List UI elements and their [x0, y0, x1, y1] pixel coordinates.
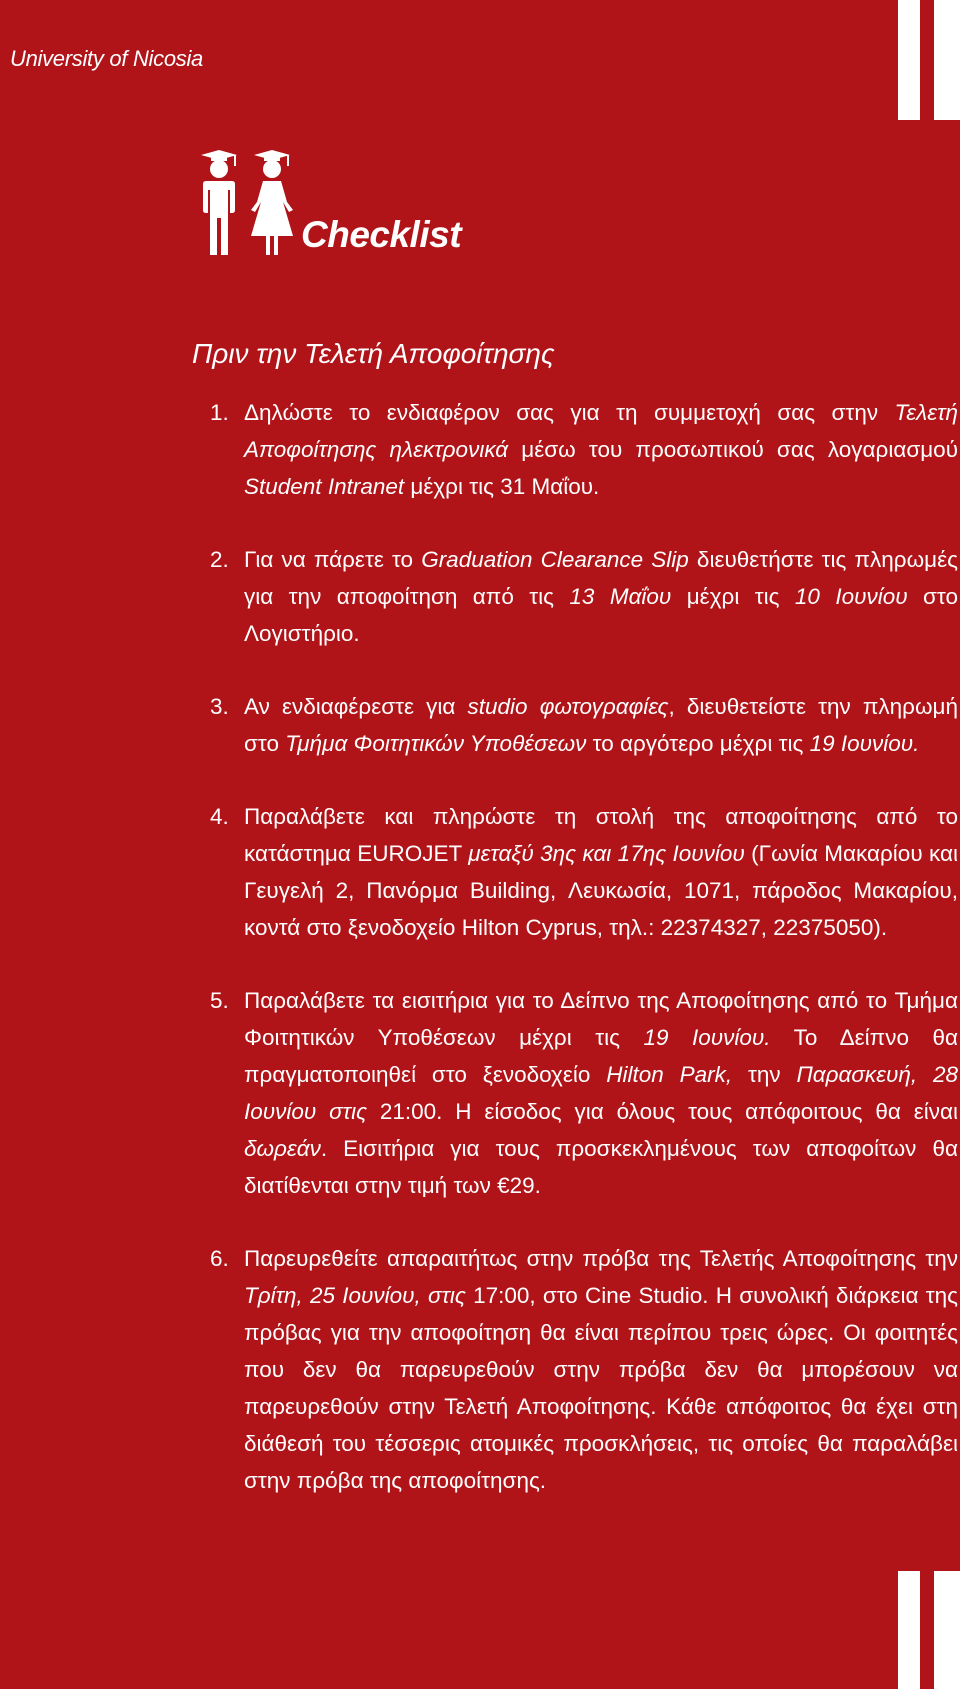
item-text-segment: Για να πάρετε το [244, 547, 422, 572]
item-text [244, 982, 958, 1204]
item-emphasis: 19 Ιουνίου. [643, 1025, 771, 1050]
item-text-segment: (Γωνία Μακαρίου και Γευγελή 2, Πανόρμα Building, Λευκωσία, 1071, πάροδος Μακαρίου, κοντά στο ξενοδοχείο Hilton Cyprus, τηλ.: 22374327, 22375050). [244, 841, 958, 940]
item-text-segment: διευθετήστε τις πληρωμές για την αποφοίτηση από τις [244, 547, 958, 609]
item-text-segment: . Εισιτήρια για τους προσκεκλημένους των αποφοίτων θα διατίθενται στην τιμή των €29. [244, 1136, 958, 1198]
item-number: 5. [210, 988, 229, 1013]
item-number: 2. [210, 547, 229, 572]
item-number: 6. [210, 1246, 229, 1271]
university-name: University of Nicosia [10, 46, 203, 71]
checklist-item [200, 798, 958, 946]
item-text-segment: Δηλώστε το ενδιαφέρον σας για τη συμμετοχή σας στην [244, 400, 895, 425]
item-emphasis: 10 Ιουνίου [794, 584, 908, 609]
item-text-segment: Παραλάβετε τα εισιτήρια για το Δείπνο της Αποφοίτησης από το Τμήμα Φοιτητικών Υποθέσεων μέχρι τις [244, 988, 958, 1050]
item-emphasis: δωρεάν [244, 1136, 321, 1161]
item-number: 4. [210, 804, 229, 829]
item-text-segment: μέχρι τις 31 Μαΐου. [404, 474, 600, 499]
checklist-title: Checklist [301, 214, 462, 255]
item-emphasis: 13 Μαΐου [569, 584, 672, 609]
checklist-heading [197, 150, 497, 260]
item-emphasis: Τελετή Αποφοίτησης ηλεκτρονικά [244, 400, 958, 462]
item-emphasis: μεταξύ 3ης και 17ης Ιουνίου [468, 841, 745, 866]
item-text-segment: μέσω του προσωπικού σας λογαριασμού [508, 437, 958, 462]
item-emphasis: Hilton Park, [606, 1062, 733, 1087]
item-emphasis: Παρασκευή, 28 Ιουνίου στις [244, 1062, 959, 1124]
item-text [244, 394, 958, 505]
item-emphasis: Student Intranet [244, 474, 405, 499]
section-title: Πριν την Τελετή Αποφοίτησης [192, 338, 555, 369]
item-emphasis: studio φωτογραφίες [467, 694, 669, 719]
male-graduate-icon [197, 150, 241, 256]
checklist-item [200, 541, 958, 652]
female-graduate-icon [249, 150, 295, 256]
item-text-segment: μέχρι τις [671, 584, 795, 609]
decorative-bars-top [898, 0, 960, 120]
item-text-segment: στο Λογιστήριο. [244, 584, 958, 646]
item-number: 3. [210, 694, 229, 719]
checklist-items [200, 394, 958, 1535]
item-emphasis: Τμήμα Φοιτητικών Υποθέσεων [285, 731, 587, 756]
item-text [244, 688, 958, 762]
checklist-item [200, 1240, 958, 1499]
item-text-segment: Το Δείπνο θα πραγματοποιηθεί στο ξενοδοχείο [244, 1025, 958, 1087]
item-emphasis: 19 Ιουνίου. [809, 731, 920, 756]
item-text-segment: Παραλάβετε και πληρώστε τη στολή της αποφοίτησης από το κατάστημα EUROJET [244, 804, 958, 866]
item-text [244, 541, 958, 652]
item-text [244, 798, 958, 946]
item-text-segment: 21:00. Η είσοδος για όλους τους απόφοιτους θα είναι [367, 1099, 958, 1124]
item-text [244, 1240, 958, 1499]
item-text-segment: Αν ενδιαφέρεστε για [244, 694, 468, 719]
item-text-segment: 17:00, στο Cine Studio. Η συνολική διάρκεια της πρόβας για την αποφοίτηση θα είναι περίπου τρεις ώρες. Οι φοιτητές που δεν θα παρευρεθούν στην πρόβα δεν θα μπορέσουν να παρευρεθούν στην Τελετή Αποφοίτησης. Κάθε απόφοιτος θα έχει στη διάθεσή του τέσσερις ατομικές προσκλήσεις, τις οποίες θα παραλάβει στην πρόβα της αποφοίτησης. [244, 1283, 958, 1493]
item-text-segment: Παρευρεθείτε απαραιτήτως στην πρόβα της Τελετής Αποφοίτησης την [244, 1246, 958, 1271]
checklist-item [200, 982, 958, 1204]
item-text-segment: , διευθετείστε την πληρωμή στο [244, 694, 958, 756]
item-number: 1. [210, 400, 229, 425]
item-text-segment: το αργότερο μέχρι τις [586, 731, 810, 756]
decorative-bars-bottom [898, 1571, 960, 1689]
checklist-item [200, 688, 958, 762]
decorative-bar [934, 1571, 960, 1689]
checklist-item [200, 394, 958, 505]
decorative-bar [898, 1571, 920, 1689]
item-text-segment: την [732, 1062, 797, 1087]
item-emphasis: Graduation Clearance Slip [421, 547, 689, 572]
decorative-bar [898, 0, 920, 120]
decorative-bar [934, 0, 960, 120]
item-emphasis: Τρίτη, 25 Ιουνίου, στις [244, 1283, 466, 1308]
